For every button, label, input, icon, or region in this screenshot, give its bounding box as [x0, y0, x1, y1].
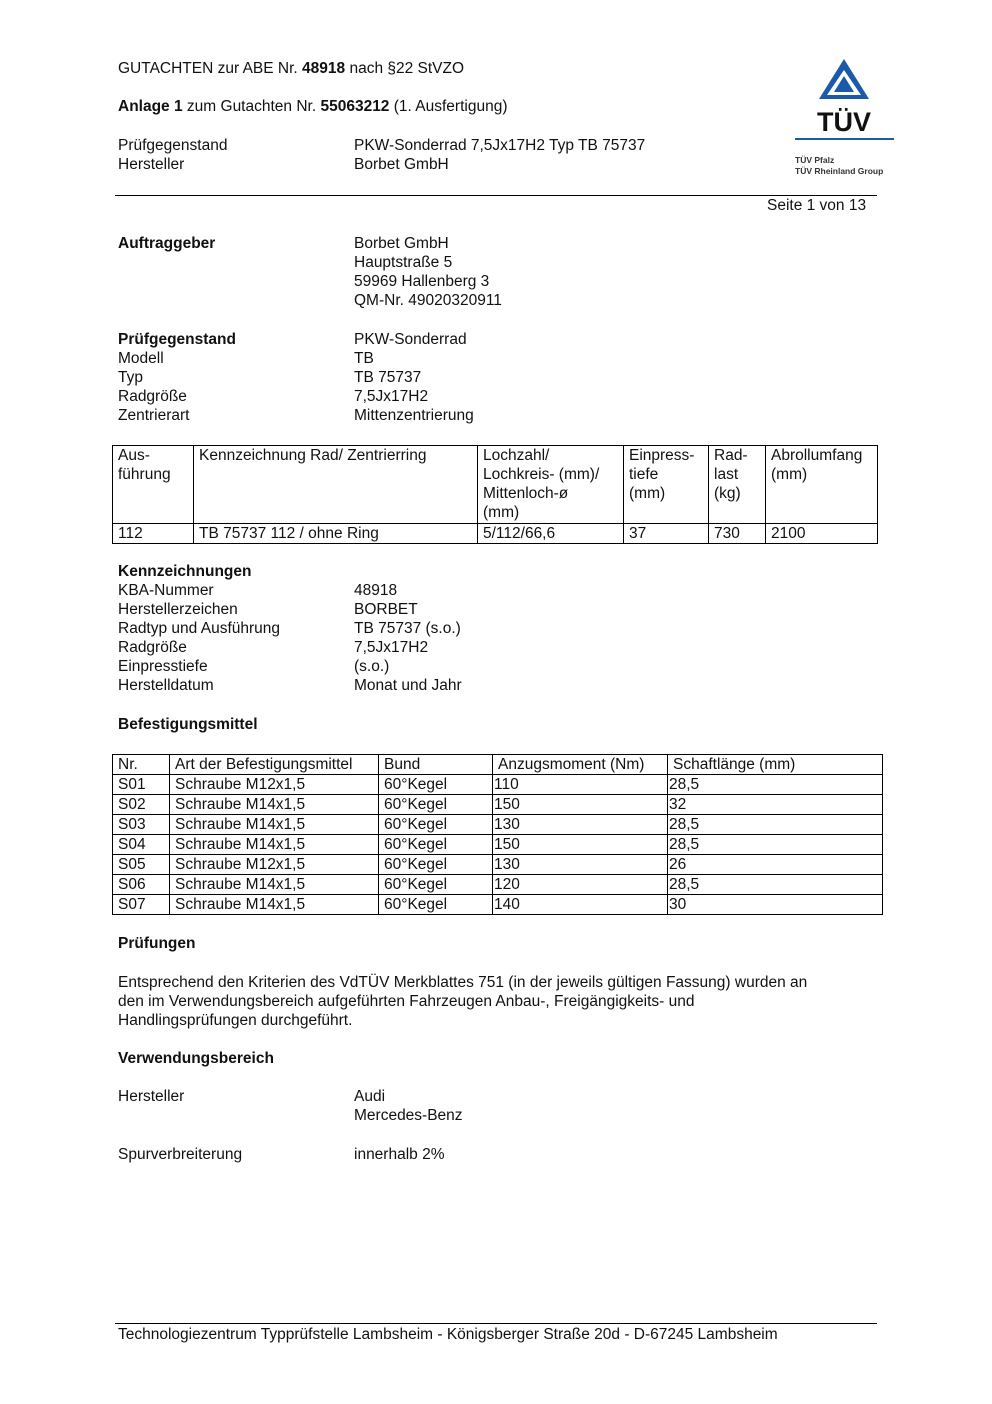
- table-cell: Schraube M14x1,5: [170, 795, 379, 815]
- table-header-row: [113, 755, 883, 775]
- table-row: [113, 524, 878, 544]
- kennz-value: Monat und Jahr: [354, 677, 462, 694]
- table-cell: 37: [624, 524, 709, 544]
- table-cell: S07: [113, 895, 170, 915]
- kennz-label: Einpresstiefe: [118, 658, 208, 675]
- table-cell: S04: [113, 835, 170, 855]
- header-divider: [115, 195, 877, 196]
- table-cell: Schraube M14x1,5: [170, 895, 379, 915]
- pruef-value: 7,5Jx17H2: [354, 388, 429, 405]
- pruef-label: Zentrierart: [118, 407, 190, 424]
- table-cell: 60°Kegel: [379, 875, 493, 895]
- table-cell: 60°Kegel: [379, 815, 493, 835]
- kennz-label: Radgröße: [118, 639, 187, 656]
- table-header-cell: Abrollumfang (mm): [766, 446, 878, 524]
- table-cell: 60°Kegel: [379, 775, 493, 795]
- table-header-cell: Anzugsmoment (Nm): [493, 755, 668, 775]
- verwendungsbereich-title: Verwendungsbereich: [118, 1050, 274, 1067]
- table-cell: 30: [668, 895, 883, 915]
- table-cell: 28,5: [668, 835, 883, 855]
- table-header-cell: Bund: [379, 755, 493, 775]
- table-cell: 130: [493, 855, 668, 875]
- auftraggeber-line: QM-Nr. 49020320911: [354, 292, 502, 309]
- table-header-cell: Nr.: [113, 755, 170, 775]
- table-cell: 120: [493, 875, 668, 895]
- table-cell: 2100: [766, 524, 878, 544]
- spur-label: Spurverbreiterung: [118, 1146, 243, 1163]
- table-header-cell: Art der Befestigungsmittel: [170, 755, 379, 775]
- table-cell: TB 75737 112 / ohne Ring: [194, 524, 478, 544]
- table-cell: 130: [493, 815, 668, 835]
- kennz-label: Herstelldatum: [118, 677, 214, 694]
- tuv-sub-2: TÜV Rheinland Group: [795, 166, 884, 176]
- table-header-row: [113, 446, 878, 524]
- table-cell: 140: [493, 895, 668, 915]
- table-header-cell: Rad- last (kg): [709, 446, 766, 524]
- pruef-label: Modell: [118, 350, 164, 367]
- footer-text: Technologiezentrum Typprüfstelle Lambsheim - Königsberger Straße 20d - D-67245 Lambsheim: [118, 1326, 778, 1343]
- table-cell: Schraube M14x1,5: [170, 815, 379, 835]
- table-cell: S05: [113, 855, 170, 875]
- header-text: zum Gutachten Nr.: [186, 98, 317, 115]
- pruefungen-title: Prüfungen: [118, 935, 196, 952]
- hersteller-value: Audi: [354, 1088, 386, 1105]
- header-line-2: [118, 97, 507, 116]
- pruefungen-text: Entsprechend den Kriterien des VdTÜV Merkblattes 751 (in der jeweils gültigen Fassung) wurden an: [118, 974, 808, 991]
- kennz-value: (s.o.): [354, 658, 390, 675]
- hersteller-label: Hersteller: [118, 1088, 185, 1105]
- pruef-value: TB 75737: [354, 369, 422, 386]
- table-header-cell: Schaftlänge (mm): [668, 755, 883, 775]
- table-cell: 28,5: [668, 815, 883, 835]
- table-row: [113, 775, 883, 795]
- table-row: [113, 875, 883, 895]
- hersteller-value: Mercedes-Benz: [354, 1107, 463, 1124]
- table-cell: S06: [113, 875, 170, 895]
- kennz-label: Herstellerzeichen: [118, 601, 238, 618]
- header-text: nach §22 StVZO: [349, 60, 465, 77]
- table-cell: 26: [668, 855, 883, 875]
- table-cell: 150: [493, 835, 668, 855]
- table-cell: 5/112/66,6: [478, 524, 624, 544]
- tuv-wordmark: TÜV: [817, 107, 871, 137]
- pruef-label: Radgröße: [118, 388, 187, 405]
- header-label: Prüfgegenstand: [118, 137, 228, 154]
- tuv-sub-1: TÜV Pfalz: [795, 155, 835, 165]
- page-number: Seite 1 von 13: [767, 197, 867, 214]
- tuv-logo: [793, 55, 898, 180]
- kennz-value: 7,5Jx17H2: [354, 639, 429, 656]
- table-header-cell: Einpress- tiefe (mm): [624, 446, 709, 524]
- footer-divider: [115, 1323, 877, 1324]
- table-header-cell: Kennzeichnung Rad/ Zentrierring: [194, 446, 478, 524]
- table-row: [113, 855, 883, 875]
- auftraggeber-title: Auftraggeber: [118, 235, 216, 252]
- auftraggeber-line: Hauptstraße 5: [354, 254, 453, 271]
- header-label: Hersteller: [118, 156, 185, 173]
- anlage-label: Anlage 1: [118, 98, 183, 115]
- kennz-value: 48918: [354, 582, 398, 599]
- table-cell: S01: [113, 775, 170, 795]
- befestigung-title: Befestigungsmittel: [118, 716, 258, 733]
- auftraggeber-line: 59969 Hallenberg 3: [354, 273, 490, 290]
- tuv-triangle-icon: [793, 55, 898, 180]
- pruefgegenstand-value: PKW-Sonderrad: [354, 331, 467, 348]
- table-cell: S02: [113, 795, 170, 815]
- auftraggeber-line: Borbet GmbH: [354, 235, 449, 252]
- table-cell: 28,5: [668, 875, 883, 895]
- pruefungen-text: den im Verwendungsbereich aufgeführten Fahrzeugen Anbau-, Freigängigkeits- und: [118, 993, 695, 1010]
- table-cell: 60°Kegel: [379, 855, 493, 875]
- table-row: [113, 795, 883, 815]
- gutachten-number: 55063212: [320, 98, 390, 115]
- header-value: PKW-Sonderrad 7,5Jx17H2 Typ TB 75737: [354, 137, 646, 154]
- header-text: (1. Ausfertigung): [393, 98, 508, 115]
- table-row: [113, 835, 883, 855]
- pruef-label: Typ: [118, 369, 143, 386]
- table-cell: 730: [709, 524, 766, 544]
- table-cell: Schraube M12x1,5: [170, 855, 379, 875]
- header-value: Borbet GmbH: [354, 156, 449, 173]
- table-cell: Schraube M12x1,5: [170, 775, 379, 795]
- table-cell: 110: [493, 775, 668, 795]
- table-cell: 60°Kegel: [379, 895, 493, 915]
- table-header-cell: Lochzahl/ Lochkreis- (mm)/ Mittenloch-ø (mm): [478, 446, 624, 524]
- header-line-1: [118, 59, 464, 78]
- wheel-table: [112, 445, 878, 544]
- table-header-cell: Aus- führung: [113, 446, 194, 524]
- kennz-label: Radtyp und Ausführung: [118, 620, 281, 637]
- spur-value: innerhalb 2%: [354, 1146, 445, 1163]
- kennz-value: BORBET: [354, 601, 418, 618]
- kennzeichnungen-title: Kennzeichnungen: [118, 563, 252, 580]
- pruefgegenstand-title: Prüfgegenstand: [118, 331, 236, 348]
- table-cell: S03: [113, 815, 170, 835]
- table-cell: 60°Kegel: [379, 835, 493, 855]
- table-row: [113, 815, 883, 835]
- header-text: GUTACHTEN zur ABE Nr.: [118, 60, 298, 77]
- pruef-value: TB: [354, 350, 374, 367]
- table-cell: 112: [113, 524, 194, 544]
- kennz-label: KBA-Nummer: [118, 582, 214, 599]
- pruefungen-text: Handlingsprüfungen durchgeführt.: [118, 1012, 353, 1029]
- table-row: [113, 895, 883, 915]
- table-cell: 28,5: [668, 775, 883, 795]
- table-cell: Schraube M14x1,5: [170, 875, 379, 895]
- table-cell: Schraube M14x1,5: [170, 835, 379, 855]
- table-cell: 32: [668, 795, 883, 815]
- abe-number: 48918: [302, 60, 346, 77]
- table-cell: 60°Kegel: [379, 795, 493, 815]
- bolt-table: [112, 754, 883, 915]
- pruef-value: Mittenzentrierung: [354, 407, 474, 424]
- kennz-value: TB 75737 (s.o.): [354, 620, 461, 637]
- table-cell: 150: [493, 795, 668, 815]
